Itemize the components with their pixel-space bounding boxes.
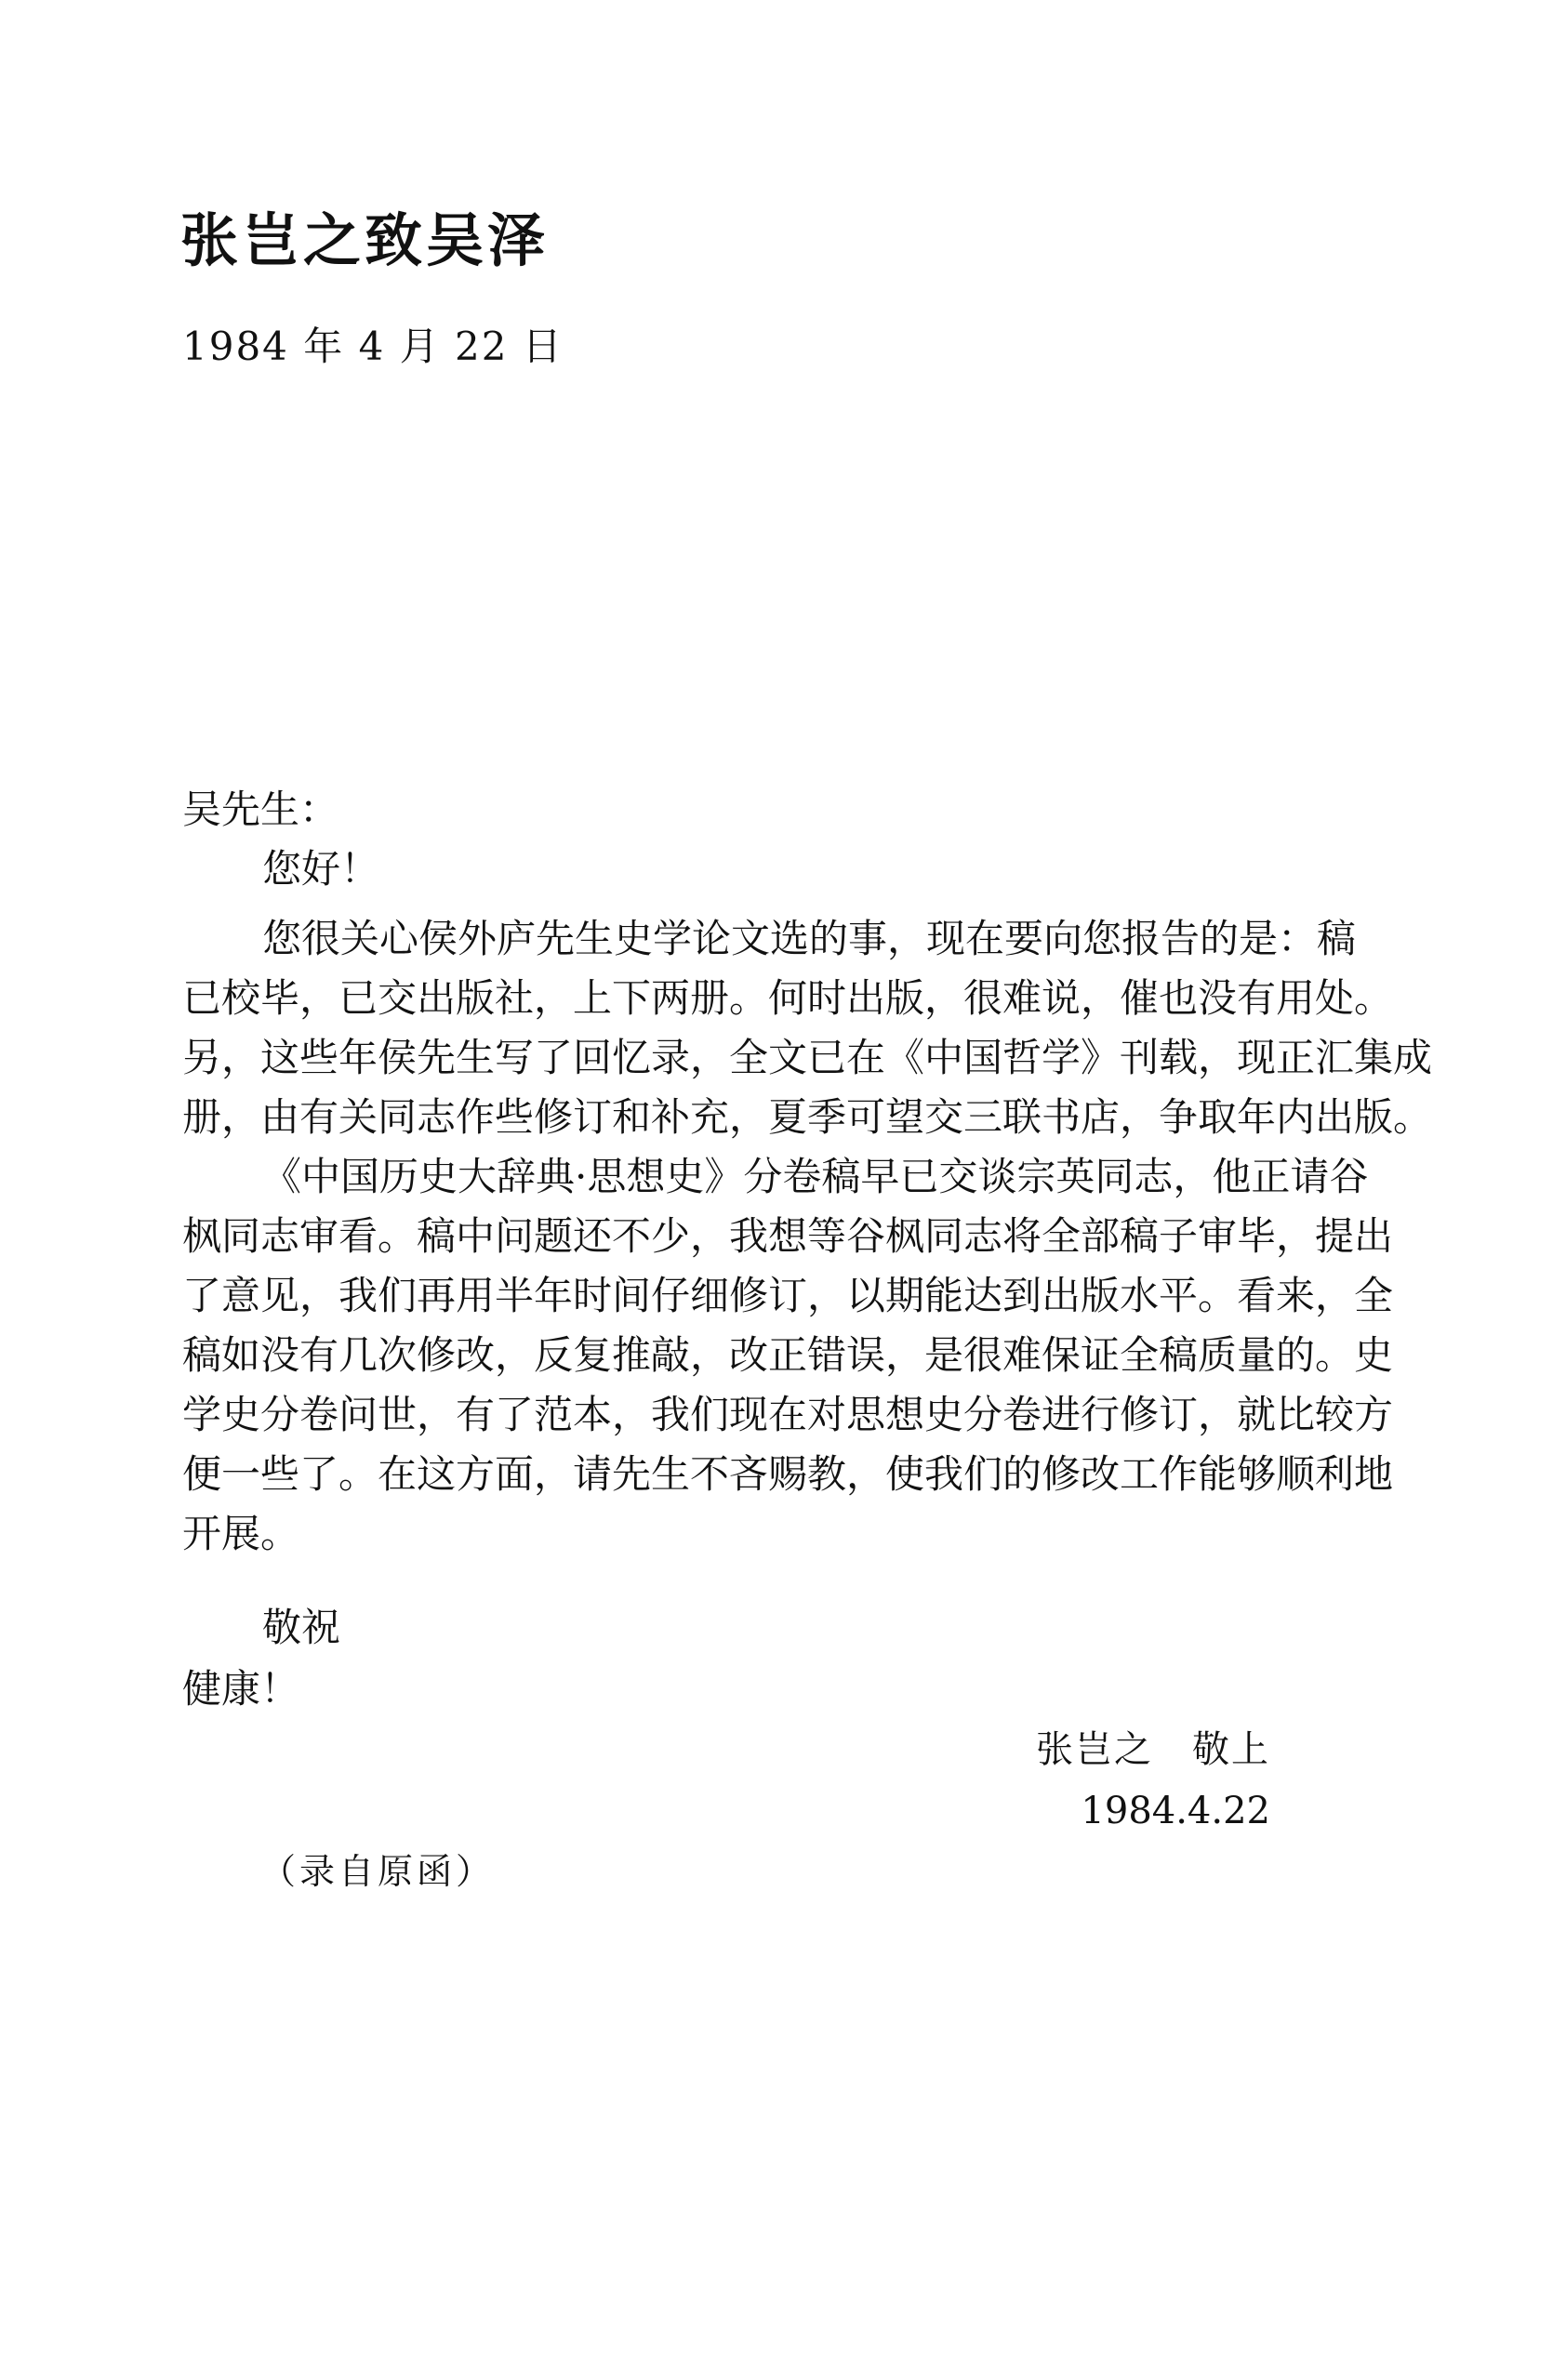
body-line: 枫同志审看。稿中问题还不少，我想等谷枫同志将全部稿子审毕，提出 (182, 1213, 1394, 1259)
body-line: 已校毕，已交出版社，上下两册。何时出版，很难说，催也没有用处。 (182, 975, 1394, 1021)
salutation: 吴先生： (182, 787, 339, 832)
source-note: （录自原函） (260, 1851, 496, 1892)
body-line: 学史分卷问世，有了范本，我们现在对思想史分卷进行修订，就比较方 (182, 1392, 1394, 1437)
signature: 张岂之 敬上 (1036, 1728, 1270, 1771)
body-line: 另，这些年侯先生写了回忆录，全文已在《中国哲学》刊载，现正汇集成 (182, 1035, 1433, 1080)
greeting: 您好！ (262, 846, 380, 892)
body-line: 《中国历史大辞典·思想史》分卷稿早已交谈宗英同志，他正请谷 (262, 1154, 1369, 1199)
body-line: 稿如没有几次修改，反复推敲，改正错误，是很难保证全稿质量的。史 (182, 1332, 1394, 1378)
signature-date: 1984.4.22 (1081, 1790, 1270, 1832)
letter-title: 张岂之致吴泽 (180, 206, 550, 274)
letter-date: 1984 年 4 月 22 日 (182, 324, 564, 369)
letter-body (182, 909, 1433, 1564)
body-line: 了意见，我们再用半年时间仔细修订，以期能达到出版水平。看来，全 (182, 1273, 1394, 1318)
body-line: 开展。 (182, 1511, 300, 1556)
closing: 敬祝 (262, 1605, 341, 1650)
closing-wish: 健康！ (182, 1666, 300, 1712)
body-line: 您很关心侯外庐先生史学论文选的事，现在要向您报告的是：稿 (262, 916, 1357, 961)
body-line: 便一些了。在这方面，请先生不吝赐教，使我们的修改工作能够顺利地 (182, 1451, 1394, 1497)
body-line: 册，由有关同志作些修订和补充，夏季可望交三联书店，争取年内出版。 (182, 1094, 1433, 1140)
